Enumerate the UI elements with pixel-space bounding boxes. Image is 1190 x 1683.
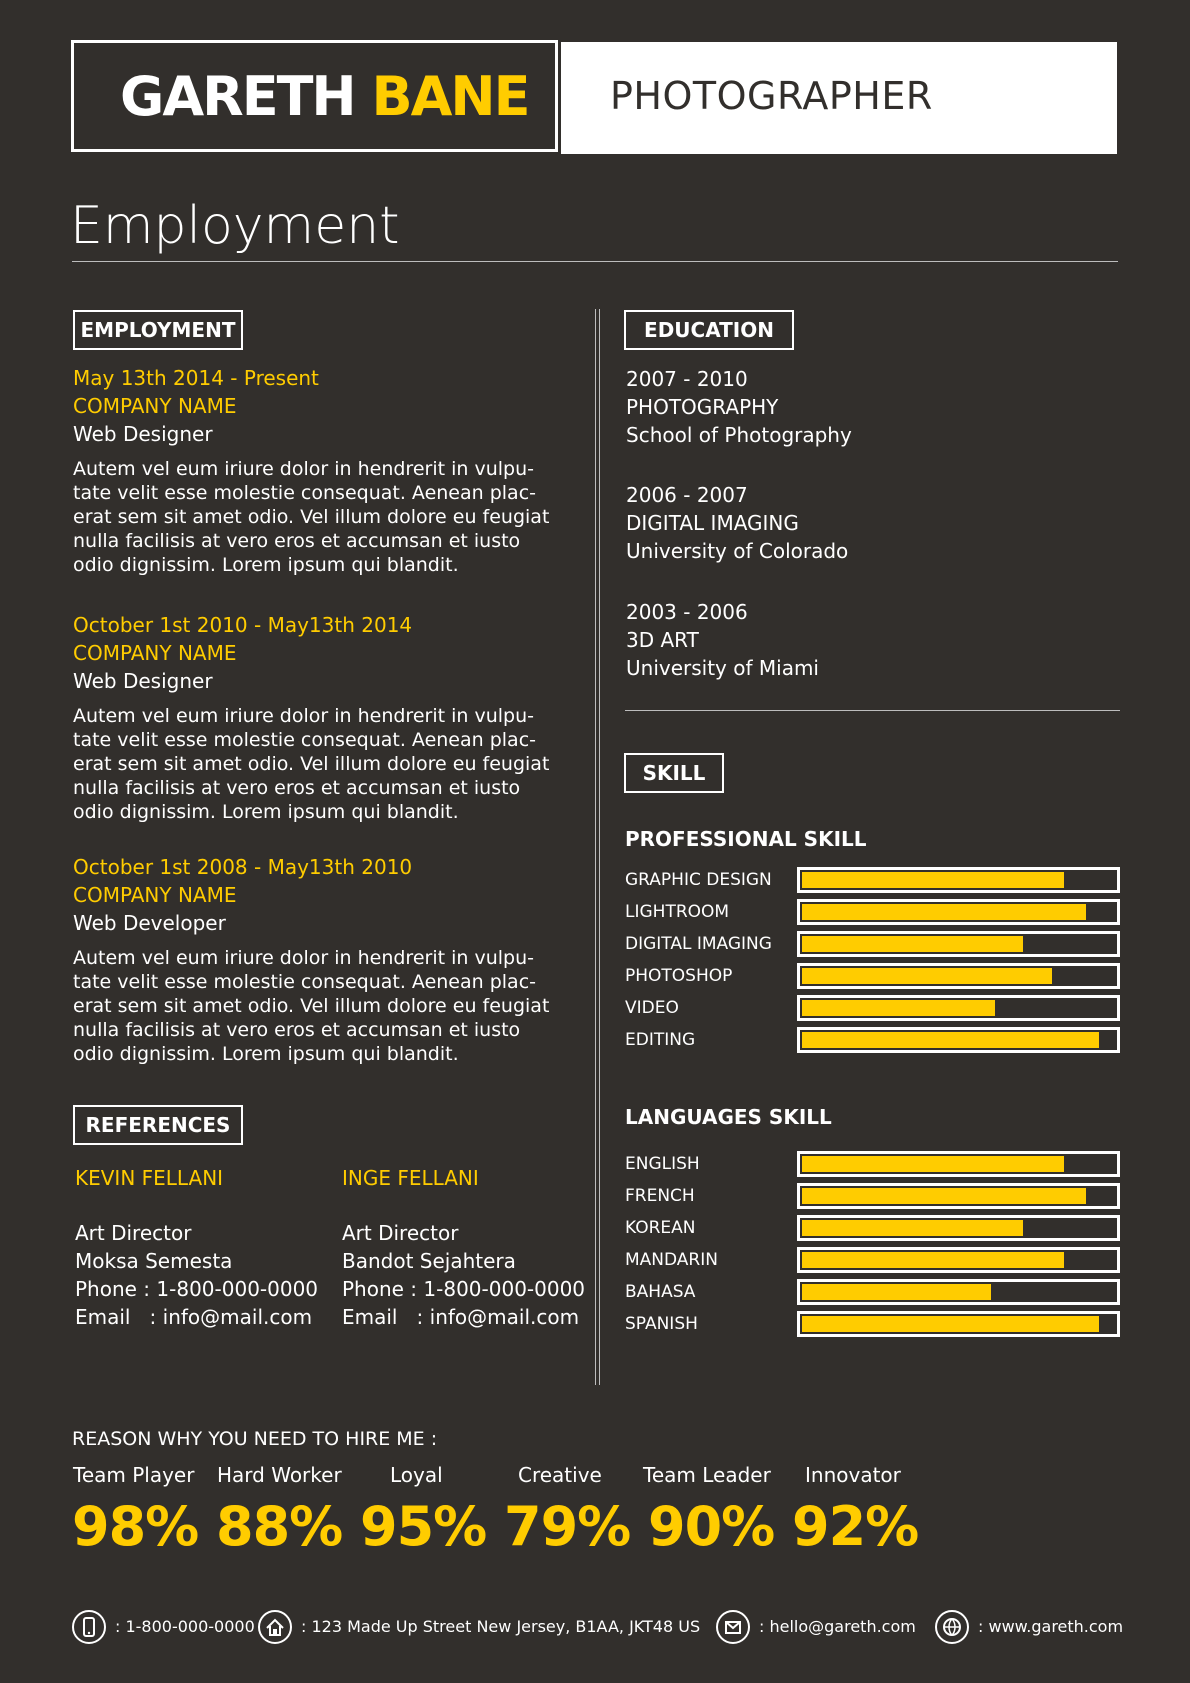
language-name: SPANISH (625, 1314, 698, 1334)
language-name: ENGLISH (625, 1154, 700, 1174)
skill-bar (797, 931, 1120, 957)
reference-name: KEVIN FELLANI (75, 1166, 224, 1190)
reason-percent: 88% (216, 1495, 343, 1558)
skill-name: EDITING (625, 1030, 696, 1050)
reference-phone: Phone : 1-800-000-0000 (75, 1277, 319, 1301)
skill-bar (797, 867, 1120, 893)
job-date: October 1st 2008 - May13th 2010 (73, 855, 413, 879)
job-company: COMPANY NAME (73, 641, 237, 665)
skill-row (625, 931, 1120, 957)
skill-label: SKILL (624, 753, 724, 793)
skill-row (625, 867, 1120, 893)
skill-bar-fill (802, 936, 1023, 952)
last-name: BANE (371, 65, 529, 128)
contact-address: : 123 Made Up Street New Jersey, B1AA, JKT48 US (301, 1617, 701, 1636)
language-row (625, 1279, 1120, 1305)
skill-name: DIGITAL IMAGING (625, 934, 772, 954)
name-block (71, 40, 558, 152)
page-title: Employment (70, 196, 400, 256)
reference-name: INGE FELLANI (342, 1166, 479, 1190)
reason-label: Team Player (73, 1463, 195, 1487)
education-label: EDUCATION (624, 310, 794, 350)
skill-row (625, 963, 1120, 989)
reason-percent: 92% (792, 1495, 919, 1558)
reference-phone: Phone : 1-800-000-0000 (342, 1277, 586, 1301)
language-row (625, 1151, 1120, 1177)
language-row (625, 1311, 1120, 1337)
role-block (561, 42, 1117, 154)
language-name: FRENCH (625, 1186, 695, 1206)
language-bar-fill (802, 1188, 1086, 1204)
language-bar (797, 1215, 1120, 1241)
language-name: KOREAN (625, 1218, 696, 1238)
job-company: COMPANY NAME (73, 394, 237, 418)
job-company: COMPANY NAME (73, 883, 237, 907)
language-bar (797, 1247, 1120, 1273)
education-years: 2007 - 2010 (626, 367, 748, 391)
education-school: University of Miami (626, 656, 819, 680)
languages-skill-title: LANGUAGES SKILL (625, 1105, 832, 1129)
reason-label: Hard Worker (217, 1463, 342, 1487)
job-description: Autem vel eum iriure dolor in hendrerit in vulpu-tate velit esse molestie consequat. Aenean plac-erat sem sit amet odio. Vel illum dolore eu feugiat nulla facilisis at vero eros et accumsan et iusto odio dignissim. Lorem ipsum qui blandit. (73, 947, 550, 1065)
reason-label: Creative (518, 1463, 602, 1487)
skill-bar-fill (802, 904, 1086, 920)
reason-percent: 95% (360, 1495, 487, 1558)
contact-phone: : 1-800-000-0000 (115, 1617, 255, 1636)
skill-name: PHOTOSHOP (625, 966, 733, 986)
language-name: MANDARIN (625, 1250, 718, 1270)
language-name: BAHASA (625, 1282, 696, 1302)
contact-website: : www.gareth.com (978, 1617, 1124, 1636)
skill-bar (797, 995, 1120, 1021)
skill-bar-fill (802, 968, 1052, 984)
language-row (625, 1183, 1120, 1209)
skill-bar-fill (802, 1032, 1099, 1048)
language-bar-fill (802, 1252, 1064, 1268)
language-row (625, 1247, 1120, 1273)
language-bar-fill (802, 1220, 1023, 1236)
job-date: May 13th 2014 - Present (73, 366, 319, 390)
mail-icon (716, 1610, 750, 1644)
skill-name: GRAPHIC DESIGN (625, 870, 772, 890)
skill-bar (797, 899, 1120, 925)
phone-icon (72, 1610, 106, 1644)
education-years: 2003 - 2006 (626, 600, 748, 624)
language-bar-fill (802, 1284, 991, 1300)
education-field: DIGITAL IMAGING (626, 511, 799, 535)
job-title: Web Designer (73, 669, 213, 693)
reference-company: Moksa Semesta (75, 1249, 233, 1273)
contact-email: : hello@gareth.com (759, 1617, 916, 1636)
language-bar (797, 1279, 1120, 1305)
skill-row (625, 995, 1120, 1021)
language-bar (797, 1311, 1120, 1337)
reference-email: Email : info@mail.com (342, 1305, 580, 1329)
reason-percent: 90% (648, 1495, 775, 1558)
reason-label: Innovator (805, 1463, 901, 1487)
education-field: 3D ART (626, 628, 699, 652)
home-icon (258, 1610, 292, 1644)
role-title: PHOTOGRAPHER (610, 74, 933, 118)
first-name: GARETH (120, 65, 355, 128)
language-row (625, 1215, 1120, 1241)
job-description: Autem vel eum iriure dolor in hendrerit in vulpu-tate velit esse molestie consequat. Aenean plac-erat sem sit amet odio. Vel illum dolore eu feugiat nulla facilisis at vero eros et accumsan et iusto odio dignissim. Lorem ipsum qui blandit. (73, 458, 550, 576)
skill-bar-fill (802, 1000, 995, 1016)
full-name (120, 63, 528, 131)
skill-bar-fill (802, 872, 1064, 888)
professional-skill-title: PROFESSIONAL SKILL (625, 827, 867, 851)
references-label: REFERENCES (73, 1105, 243, 1145)
reason-label: Loyal (390, 1463, 443, 1487)
employment-label: EMPLOYMENT (73, 310, 243, 350)
job-title: Web Designer (73, 422, 213, 446)
skill-row (625, 899, 1120, 925)
language-bar (797, 1183, 1120, 1209)
reason-percent: 79% (504, 1495, 631, 1558)
skill-bar (797, 963, 1120, 989)
reference-position: Art Director (342, 1221, 459, 1245)
skill-row (625, 1027, 1120, 1053)
column-divider (595, 309, 600, 1385)
language-bar (797, 1151, 1120, 1177)
education-school: School of Photography (626, 423, 852, 447)
education-years: 2006 - 2007 (626, 483, 748, 507)
title-divider (72, 261, 1118, 262)
skill-bar (797, 1027, 1120, 1053)
reason-label: Team Leader (643, 1463, 771, 1487)
reference-position: Art Director (75, 1221, 192, 1245)
job-description: Autem vel eum iriure dolor in hendrerit in vulpu-tate velit esse molestie consequat. Aenean plac-erat sem sit amet odio. Vel illum dolore eu feugiat nulla facilisis at vero eros et accumsan et iusto odio dignissim. Lorem ipsum qui blandit. (73, 705, 550, 823)
reasons-title: REASON WHY YOU NEED TO HIRE ME : (72, 1428, 438, 1450)
language-bar-fill (802, 1316, 1099, 1332)
job-date: October 1st 2010 - May13th 2014 (73, 613, 413, 637)
education-school: University of Colorado (626, 539, 849, 563)
skill-name: LIGHTROOM (625, 902, 730, 922)
skill-name: VIDEO (625, 998, 679, 1018)
education-field: PHOTOGRAPHY (626, 395, 779, 419)
job-title: Web Developer (73, 911, 226, 935)
reason-percent: 98% (72, 1495, 199, 1558)
globe-icon (935, 1610, 969, 1644)
reference-email: Email : info@mail.com (75, 1305, 313, 1329)
language-bar-fill (802, 1156, 1064, 1172)
reference-company: Bandot Sejahtera (342, 1249, 516, 1273)
education-divider (625, 710, 1120, 711)
